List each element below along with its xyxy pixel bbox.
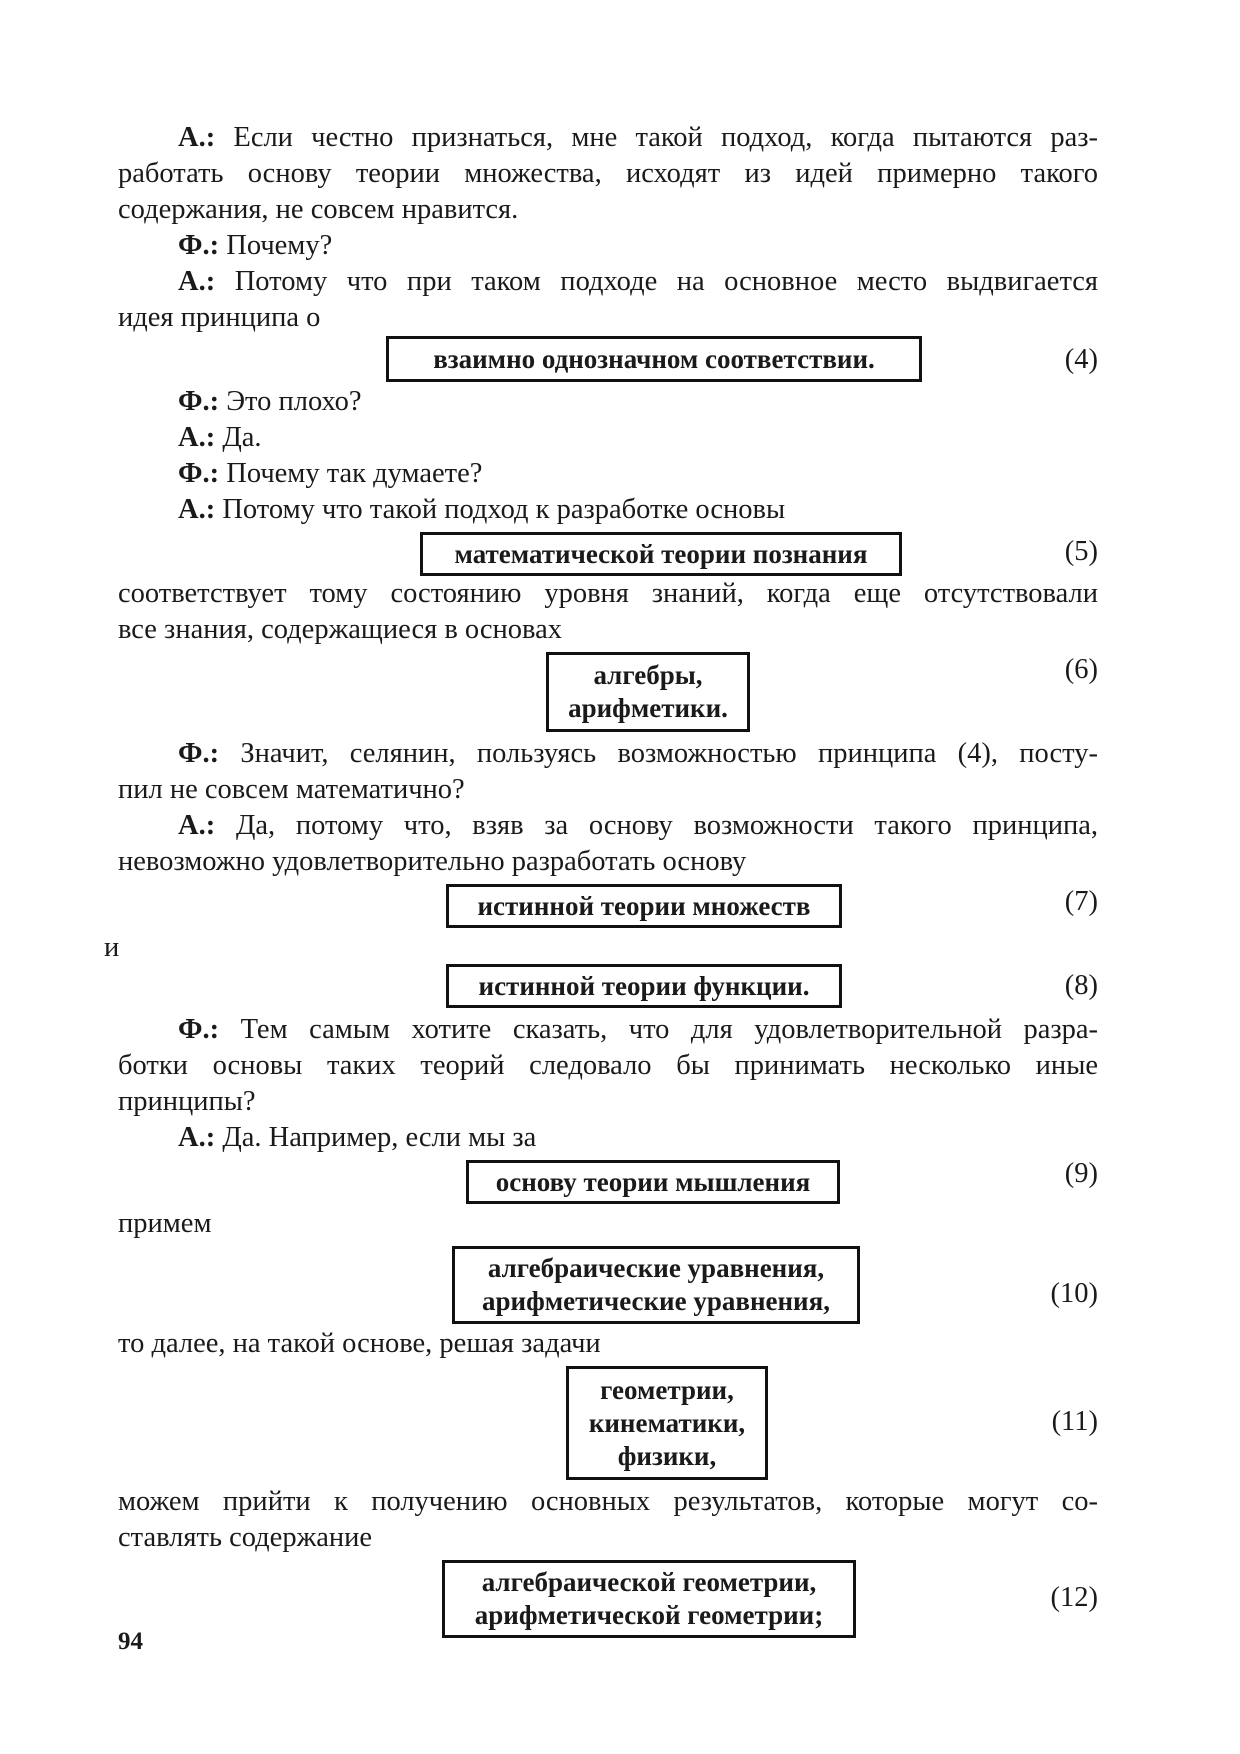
text-line: принципы?: [118, 1086, 256, 1117]
speaker-label: Ф.:: [178, 230, 220, 261]
formula-box: [546, 652, 750, 732]
formula-box: [466, 1160, 840, 1204]
text-span: Почему так думаете?: [226, 458, 483, 489]
formula-box: [386, 336, 922, 382]
text-line: [178, 1012, 1098, 1048]
equation-number: (12): [1050, 1582, 1098, 1613]
box-line: алгебры,: [593, 660, 703, 690]
text-span: Почему?: [226, 230, 333, 261]
text-span: Да.: [222, 422, 262, 453]
box-line: алгебраические уравнения,: [487, 1253, 825, 1283]
speaker-label: Ф.:: [178, 386, 220, 417]
box-line: основу теории мышления: [495, 1166, 811, 1197]
box-line: арифметические уравнения,: [482, 1286, 830, 1316]
speaker-label: А.:: [178, 810, 216, 841]
speaker-label: А.:: [178, 422, 216, 453]
text-span: Если честно признаться, мне такой подход, когда пытаются раз-: [233, 122, 1099, 153]
formula-box: [452, 1246, 860, 1324]
equation-number: (10): [1050, 1278, 1098, 1309]
text-line: [178, 808, 1098, 844]
text-line: [178, 228, 1098, 264]
text-line: и: [104, 932, 120, 963]
text-line: невозможно удовлетворительно разработать основу: [118, 846, 747, 877]
box-line: физики,: [617, 1440, 717, 1471]
text-line: содержания, не совсем нравится.: [118, 194, 519, 225]
text-line: все знания, содержащиеся в основах: [118, 614, 563, 645]
text-line: пил не совсем математично?: [118, 774, 465, 805]
formula-box: [442, 1560, 856, 1638]
box-line: арифметической геометрии;: [474, 1600, 824, 1630]
box-line: арифметики.: [568, 693, 728, 723]
box-line: истинной теории функции.: [478, 970, 810, 1001]
box-line: взаимно однозначном соответствии.: [433, 343, 875, 374]
formula-box: [420, 532, 902, 576]
text-span: Да, потому что, взяв за основу возможности такого принципа,: [235, 810, 1099, 841]
page-number: 94: [118, 1628, 143, 1655]
equation-number: (7): [1064, 886, 1098, 917]
text-line: работать основу теории множества, исходят из идей примерно такого: [118, 158, 1098, 189]
text-span: Потому что такой подход к разработке основы: [222, 494, 786, 525]
equation-number: (4): [1064, 344, 1098, 375]
box-line: алгебраической геометрии,: [481, 1567, 817, 1597]
text-line: то далее, на такой основе, решая задачи: [118, 1328, 601, 1359]
box-line: истинной теории множеств: [477, 890, 811, 921]
text-span: Это плохо?: [226, 386, 362, 417]
box-line: математической теории познания: [454, 538, 868, 569]
text-line: [178, 120, 1098, 156]
text-line: идея принципа о: [118, 302, 321, 333]
text-line: ставлять содержание: [118, 1522, 373, 1553]
text-line: примем: [118, 1208, 212, 1239]
text-line: ботки основы таких теорий следовало бы принимать несколько иные: [118, 1050, 1098, 1081]
text-span: Значит, селянин, пользуясь возможностью принципа (4), посту-: [240, 738, 1098, 769]
speaker-label: А.:: [178, 1122, 216, 1153]
text-line: [178, 492, 1098, 528]
text-line: соответствует тому состоянию уровня знаний, когда еще отсутствовали: [118, 578, 1098, 609]
equation-number: (5): [1064, 536, 1098, 567]
speaker-label: А.:: [178, 494, 216, 525]
text-span: Тем самым хотите сказать, что для удовлетворительной разра-: [240, 1014, 1099, 1045]
formula-box: [566, 1366, 768, 1480]
text-line: [178, 264, 1098, 300]
text-line: [178, 1120, 1098, 1156]
text-line: [178, 736, 1098, 772]
box-line: кинематики,: [588, 1407, 746, 1438]
speaker-label: Ф.:: [178, 458, 220, 489]
text-line: [178, 456, 1098, 492]
speaker-label: Ф.:: [178, 1014, 220, 1045]
equation-number: (9): [1064, 1158, 1098, 1189]
equation-number: (8): [1064, 970, 1098, 1001]
speaker-label: Ф.:: [178, 738, 220, 769]
speaker-label: А.:: [178, 122, 216, 153]
formula-box: [446, 964, 842, 1008]
text-span: Потому что при таком подходе на основное место выдвигается: [234, 266, 1098, 297]
text-span: Да. Например, если мы за: [222, 1122, 537, 1153]
text-line: [178, 420, 1098, 456]
speaker-label: А.:: [178, 266, 216, 297]
formula-box: [446, 884, 842, 928]
equation-number: (6): [1064, 654, 1098, 685]
text-line: можем прийти к получению основных результатов, которые могут со-: [118, 1486, 1098, 1517]
text-line: [178, 384, 1098, 420]
box-line: геометрии,: [600, 1374, 734, 1405]
equation-number: (11): [1051, 1406, 1098, 1437]
